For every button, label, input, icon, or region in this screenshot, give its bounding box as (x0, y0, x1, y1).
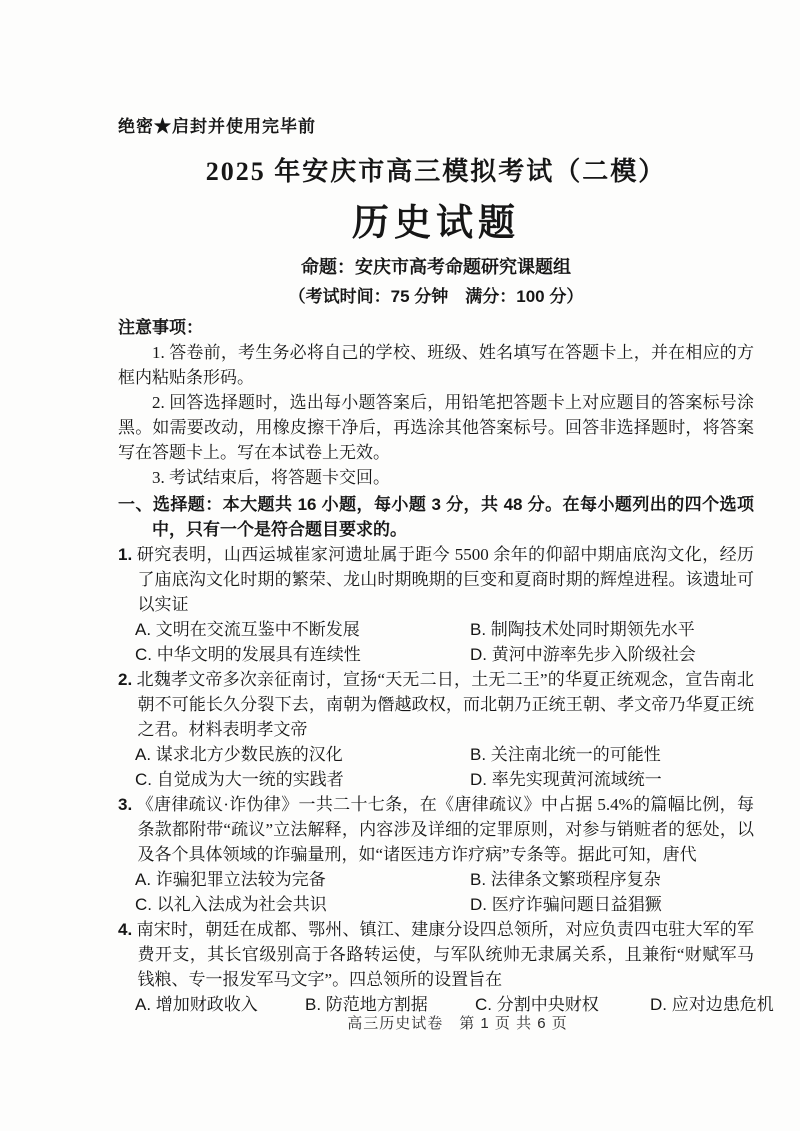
question-4 (118, 917, 774, 1017)
question-stem-text: 北魏孝文帝多次亲征南讨，宣扬“天无二日，土无二王”的华夏正统观念，宣告南北朝不可能长久分裂下去，南朝为僭越政权，而北朝乃正统王朝、孝文帝乃华夏正统之君。材料表明孝文帝 (136, 670, 754, 739)
option-c: C. 自觉成为大一统的实践者 (135, 770, 344, 789)
option-d: D. 率先实现黄河流域统一 (470, 770, 662, 789)
question-number: 4. (118, 920, 133, 939)
question-number: 1. (118, 545, 133, 564)
option-c: C. 中华文明的发展具有连续性 (135, 645, 361, 664)
option-c: C. 分割中央财权 (475, 995, 599, 1014)
question-stem (118, 792, 754, 867)
notice-item-2: 2. 回答选择题时，选出每小题答案后，用铅笔把答题卡上对应题目的答案标号涂黑。如需要改动，用橡皮擦干净后，再选涂其他答案标号。回答非选择题时，将答案写在答题卡上。写在本试卷上无效。 (118, 393, 754, 462)
option-b: B. 法律条文繁琐程序复杂 (470, 870, 661, 889)
question-stem-text: 研究表明，山西运城崔家河遗址属于距今 5500 余年的仰韶中期庙底沟文化，经历了庙底沟文化时期的繁荣、龙山时期晚期的巨变和夏商时期的辉煌进程。该遗址可以实证 (136, 545, 754, 614)
option-a: A. 诈骗犯罪立法较为完备 (135, 870, 326, 889)
notice-heading: 注意事项： (118, 318, 203, 337)
question-3 (118, 792, 754, 917)
question-stem (118, 917, 754, 992)
option-a: A. 增加财政收入 (135, 995, 258, 1014)
option-b: B. 关注南北统一的可能性 (470, 745, 661, 764)
option-a: A. 文明在交流互鉴中不断发展 (135, 620, 360, 639)
question-number: 3. (118, 795, 133, 814)
question-1 (118, 542, 754, 667)
subject-title: 历史试题 (352, 202, 520, 243)
question-stem-text: 《唐律疏议·诈伪律》一共二十七条，在《唐律疏议》中占据 5.4%的篇幅比例，每条款都附带“疏议”立法解释，内容涉及详细的定罪原则，对参与销赃者的惩处，以及各个具体领域的诈骗量刑，如“诸医违方诈疗病”专条等。据此可知，唐代 (136, 795, 754, 864)
option-b: B. 制陶技术处同时期领先水平 (470, 620, 695, 639)
question-options (118, 617, 754, 667)
exam-title: 2025 年安庆市高三模拟考试（二模） (205, 157, 667, 186)
security-banner: 绝密★启封并使用完毕前 (118, 117, 316, 136)
exam-info-line: （考试时间：75 分钟 满分：100 分） (288, 287, 584, 306)
notice-item-3: 3. 考试结束后，将答题卡交回。 (152, 468, 390, 487)
option-b: B. 防范地方割据 (305, 995, 428, 1014)
option-d: D. 黄河中游率先步入阶级社会 (470, 645, 696, 664)
question-number: 2. (118, 670, 133, 689)
proposer-line: 命题：安庆市高考命题研究课题组 (301, 257, 571, 277)
option-c: C. 以礼入法成为社会共识 (135, 895, 327, 914)
question-2 (118, 667, 754, 792)
section-one-heading: 一、选择题：本大题共 16 小题，每小题 3 分，共 48 分。在每小题列出的四个选项中，只有一个是符合题目要求的。 (118, 495, 754, 539)
question-stem (118, 667, 754, 742)
page-footer: 高三历史试卷 第 1 页 共 6 页 (347, 1015, 568, 1032)
question-options (118, 867, 754, 917)
notice-item-1: 1. 答卷前，考生务必将自己的学校、班级、姓名填写在答题卡上，并在相应的方框内粘贴条形码。 (118, 343, 754, 387)
question-stem-text: 南宋时，朝廷在成都、鄂州、镇江、建康分设四总领所，对应负责四屯驻大军的军费开支，其长官级别高于各路转运使，与军队统帅无隶属关系，且兼衔“财赋军马钱粮、专一报发军马文字”。四总领所的设置旨在 (136, 920, 754, 989)
option-d: D. 医疗诈骗问题日益猖獗 (470, 895, 662, 914)
option-a: A. 谋求北方少数民族的汉化 (135, 745, 343, 764)
option-d: D. 应对边患危机 (650, 995, 774, 1014)
question-stem (118, 542, 754, 617)
question-options (118, 742, 754, 792)
